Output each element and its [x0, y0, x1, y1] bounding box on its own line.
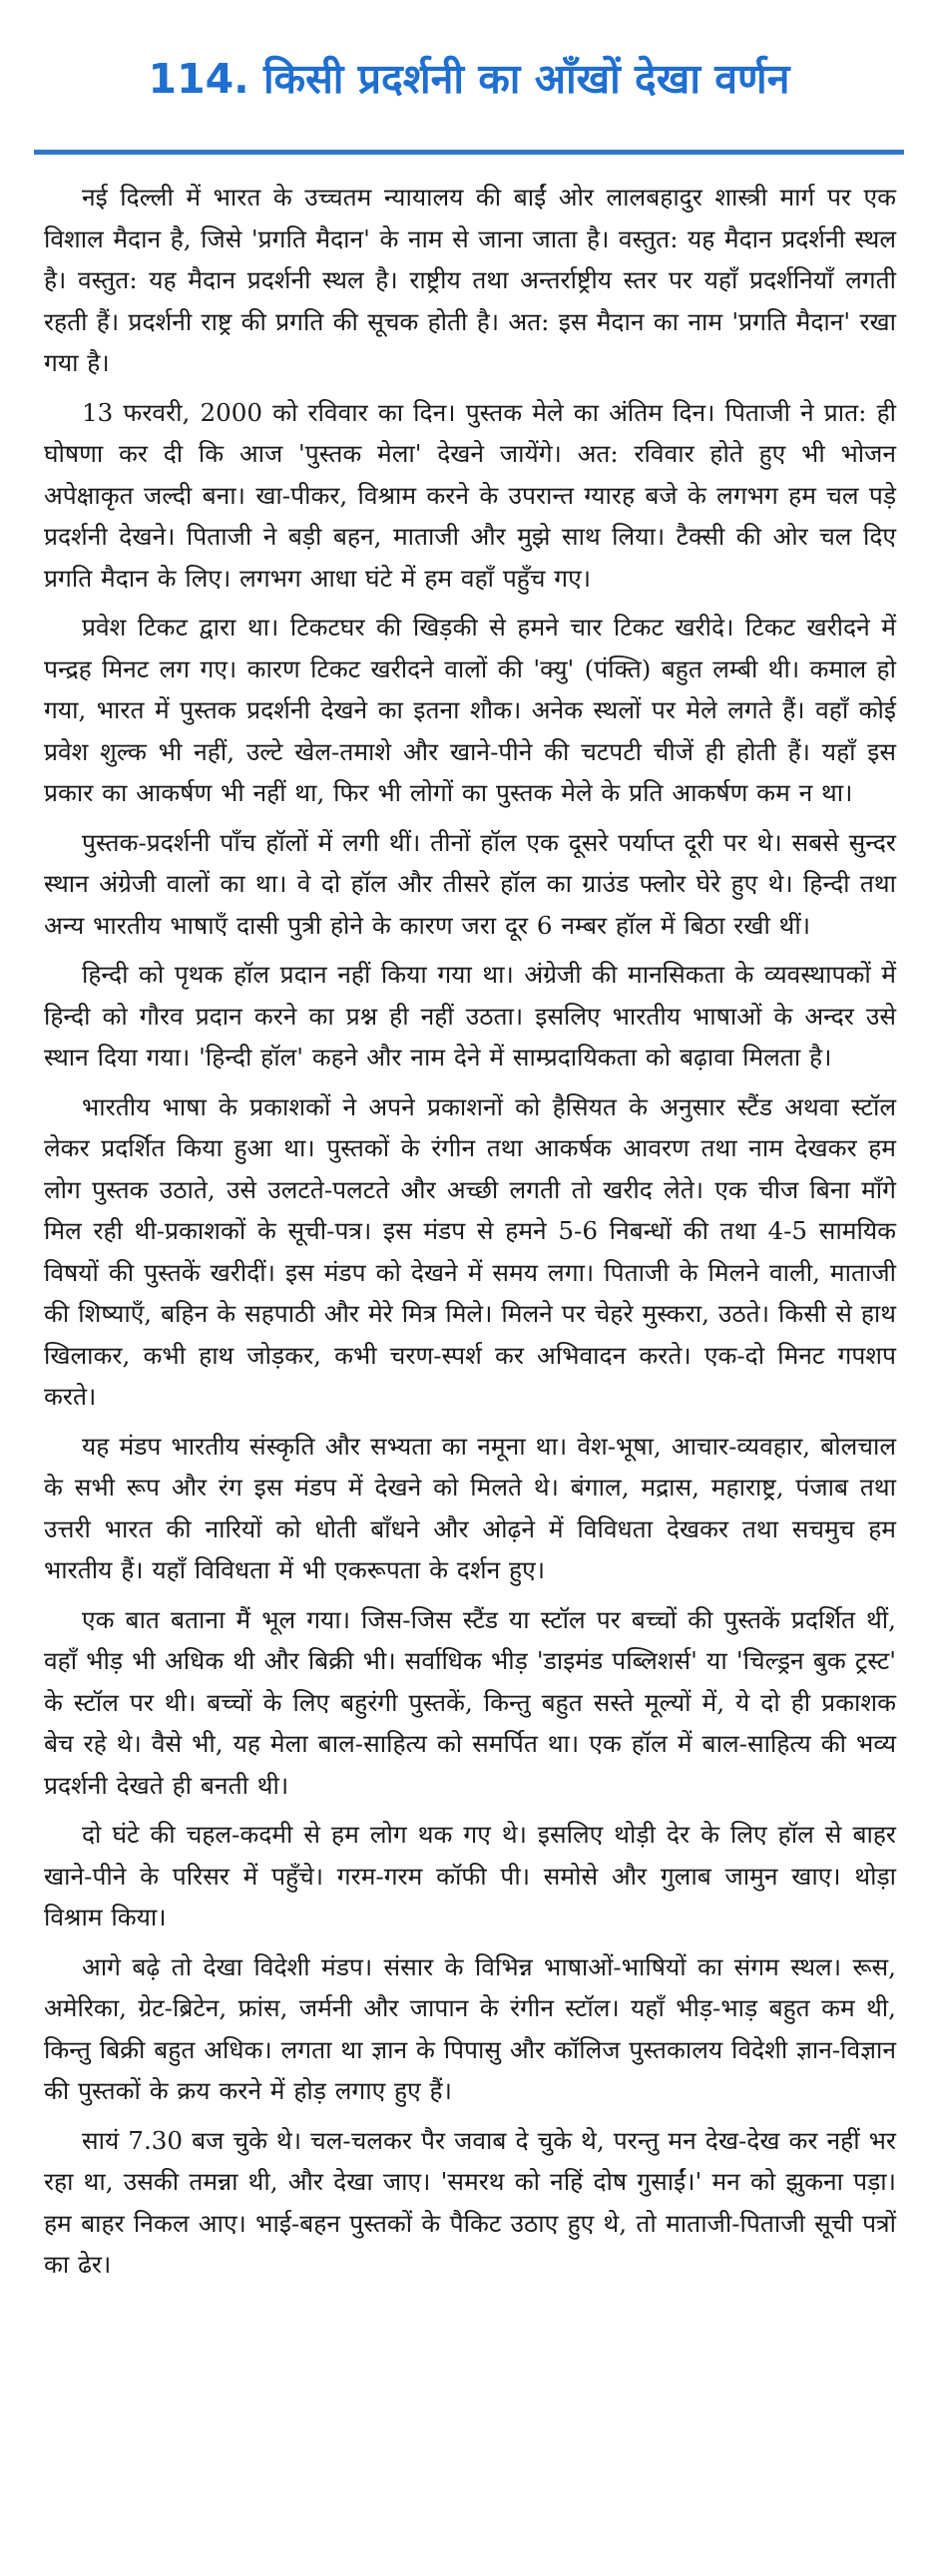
paragraph-8: एक बात बताना मैं भूल गया। जिस-जिस स्टैंड या स्टॉल पर बच्चों की पुस्तकें प्रदर्शित थीं, वहाँ भीड़ भी अधिक थी और बिक्री भी। सर्वाधिक भीड़ 'डाइमंड पब्लिशर्स' या 'चिल्ड्रन बुक ट्रस्ट' के स्टॉल पर थी। बच्चों के लिए बहुरंगी पुस्तकें, किन्तु बहुत सस्ते मूल्यों में, ये दो ही प्रकाशक बेच रहे थे। वैसे भी, यह मेला बाल-साहित्य को समर्पित था। एक हॉल में बाल-साहित्य की भव्य प्रदर्शनी देखते ही बनती थी।	[44, 1604, 896, 1800]
paragraph-5: हिन्दी को पृथक हॉल प्रदान नहीं किया गया था। अंग्रेजी की मानसिकता के व्यवस्थापकों में हिन्दी को गौरव प्रदान करने का प्रश्न ही नहीं उठता। इसलिए भारतीय भाषाओं के अन्दर उसे स्थान दिया गया। 'हिन्दी हॉल' कहने और नाम देने में साम्प्रदायिकता को बढ़ावा मिलता है।	[44, 960, 896, 1073]
essay-body	[44, 177, 896, 2286]
paragraph-1: नई दिल्ली में भारत के उच्चतम न्यायालय की बाईं ओर लालबहादुर शास्त्री मार्ग पर एक विशाल मैदान है, जिसे 'प्रगति मैदान' के नाम से जाना जाता है। वस्तुत: यह मैदान प्रदर्शनी स्थल है। वस्तुत: यह मैदान प्रदर्शनी स्थल है। राष्ट्रीय तथा अन्तर्राष्ट्रीय स्तर पर यहाँ प्रदर्शनियाँ लगती रहती हैं। प्रदर्शनी राष्ट्र की प्रगति की सूचक होती है। अत: इस मैदान का नाम 'प्रगति मैदान' रखा गया है।	[44, 183, 896, 378]
paragraph-3: प्रवेश टिकट द्वारा था। टिकटघर की खिड़की से हमने चार टिकट खरीदे। टिकट खरीदने में पन्द्रह मिनट लग गए। कारण टिकट खरीदने वालों की 'क्यु' (पंक्ति) बहुत लम्बी थी। कमाल हो गया, भारत में पुस्तक प्रदर्शनी देखने का इतना शौक। अनेक स्थलों पर मेले लगते हैं। वहाँ कोई प्रवेश शुल्क भी नहीं, उल्टे खेल-तमाशे और खाने-पीने की चटपटी चीजें ही होती हैं। यहाँ इस प्रकार का आकर्षण भी नहीं था, फिर भी लोगों का पुस्तक मेले के प्रति आकर्षण कम न था।	[44, 613, 896, 808]
title-bar	[34, 0, 904, 155]
paragraph-2: 13 फरवरी, 2000 को रविवार का दिन। पुस्तक मेले का अंतिम दिन। पिताजी ने प्रात: ही घोषणा कर दी कि आज 'पुस्तक मेला' देखने जायेंगे। अत: रविवार होते हुए भी भोजन अपेक्षाकृत जल्दी बना। खा-पीकर, विश्राम करने के उपरान्त ग्यारह बजे के लगभग हम चल पड़े प्रदर्शनी देखने। पिताजी ने बड़ी बहन, माताजी और मुझे साथ लिया। टैक्सी की ओर चल दिए प्रगति मैदान के लिए। लगभग आधा घंटे में हम वहाँ पहुँच गए।	[44, 397, 896, 593]
essay-title: 114. किसी प्रदर्शनी का आँखों देखा वर्णन	[148, 55, 790, 104]
paragraph-7: यह मंडप भारतीय संस्कृति और सभ्यता का नमूना था। वेश-भूषा, आचार-व्यवहार, बोलचाल के सभी रूप और रंग इस मंडप में देखने को मिलते थे। बंगाल, मद्रास, महाराष्ट्र, पंजाब तथा उत्तरी भारत की नारियों को धोती बाँधने और ओढ़ने में विविधता देखकर तथा सचमुच हम भारतीय हैं। यहाँ विविधता में भी एकरूपता के दर्शन हुए।	[44, 1431, 896, 1585]
paragraph-11: सायं 7.30 बज चुके थे। चल-चलकर पैर जवाब दे चुके थे, परन्तु मन देख-देख कर नहीं भर रहा था, उसकी तमन्ना थी, और देखा जाए। 'समरथ को नहिं दोष गुसाईं।' मन को झुकना पड़ा। हम बाहर निकल आए। भाई-बहन पुस्तकों के पैकिट उठाए हुए थे, तो माताजी-पिताजी सूची पत्रों का ढेर।	[44, 2125, 896, 2280]
paragraph-4: पुस्तक-प्रदर्शनी पाँच हॉलों में लगी थीं। तीनों हॉल एक दूसरे पर्याप्त दूरी पर थे। सबसे सुन्दर स्थान अंग्रेजी वालों का था। वे दो हॉल और तीसरे हॉल का ग्राउंड फ्लोर घेरे हुए थे। हिन्दी तथा अन्य भारतीय भाषाएँ दासी पुत्री होने के कारण जरा दूर 6 नम्बर हॉल में बिठा रखी थीं।	[44, 827, 896, 940]
paragraph-9: दो घंटे की चहल-कदमी से हम लोग थक गए थे। इसलिए थोड़ी देर के लिए हॉल से बाहर खाने-पीने के परिसर में पहुँचे। गरम-गरम कॉफी पी। समोसे और गुलाब जामुन खाए। थोड़ा विश्राम किया।	[44, 1820, 896, 1932]
paragraph-10: आगे बढ़े तो देखा विदेशी मंडप। संसार के विभिन्न भाषाओं-भाषियों का संगम स्थल। रूस, अमेरिका, ग्रेट-ब्रिटेन, फ्रांस, जर्मनी और जापान के रंगीन स्टॉल। यहाँ भीड़-भाड़ बहुत कम थी, किन्तु बिक्री बहुत अधिक। लगता था ज्ञान के पिपासु और कॉलिज पुस्तकालय विदेशी ज्ञान-विज्ञान की पुस्तकों के क्रय करने में होड़ लगाए हुए हैं।	[44, 1951, 896, 2106]
paragraph-6: भारतीय भाषा के प्रकाशकों ने अपने प्रकाशनों को हैसियत के अनुसार स्टैंड अथवा स्टॉल लेकर प्रदर्शित किया हुआ था। पुस्तकों के रंगीन तथा आकर्षक आवरण तथा नाम देखकर हम लोग पुस्तक उठाते, उसे उलटते-पलटते और अच्छी लगती तो खरीद लेते। एक चीज बिना माँगे मिल रही थी-प्रकाशकों के सूची-पत्र। इस मंडप से हमने 5-6 निबन्धों की तथा 4-5 सामयिक विषयों की पुस्तकें खरीदीं। इस मंडप को देखने में समय लगा। पिताजी के मिलने वाली, माताजी की शिष्याएँ, बहिन के सहपाठी और मेरे मित्र मिले। मिलने पर चेहरे मुस्करा, उठते। किसी से हाथ खिलाकर, कभी हाथ जोड़कर, कभी चरण-स्पर्श कर अभिवादन करते। एक-दो मिनट गपशप करते।	[44, 1091, 896, 1412]
